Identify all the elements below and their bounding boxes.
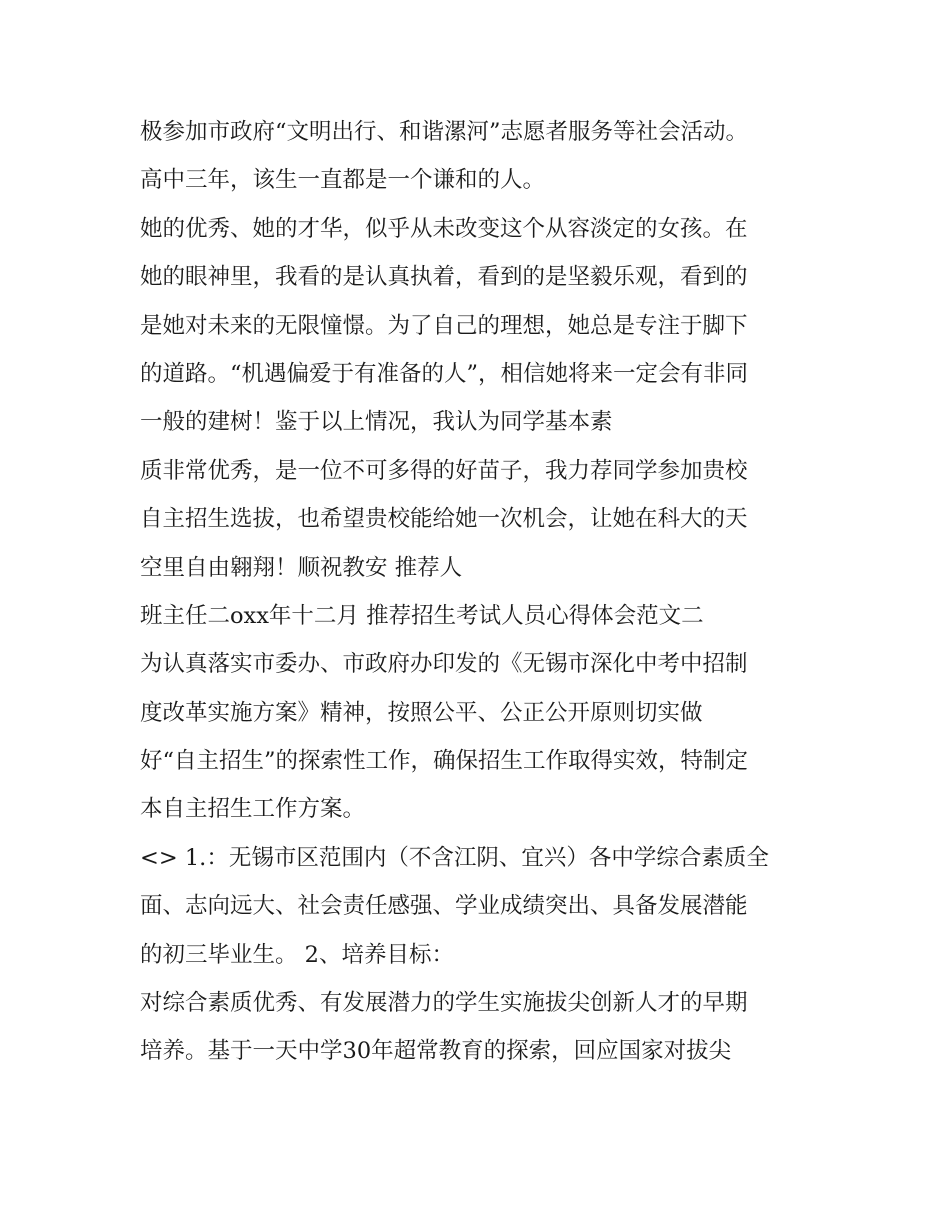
text-line: 她的优秀、她的才华，似乎从未改变这个从容淡定的女孩。在 — [140, 215, 748, 242]
text-line: 的初三毕业生。 2、培养目标： — [140, 941, 454, 968]
document-body — [140, 108, 830, 1076]
text-line: 自主招生选拔，也希望贵校能给她一次机会，让她在科大的天 — [140, 506, 748, 533]
text-line: 质非常优秀，是一位不可多得的好苗子，我力荐同学参加贵校 — [140, 457, 748, 484]
text-line: 她的眼神里，我看的是认真执着，看到的是坚毅乐观，看到的 — [140, 264, 748, 291]
text-line: <> 1.：无锡市区范围内（不含江阴、宜兴）各中学综合素质全 — [140, 844, 769, 871]
text-line: 为认真落实市委办、市政府办印发的《无锡市深化中考中招制 — [140, 651, 748, 678]
text-line: 度改革实施方案》精神，按照公平、公正公开原则切实做 — [140, 699, 703, 726]
text-line: 的道路。“机遇偏爱于有准备的人”，相信她将来一定会有非同 — [140, 360, 749, 387]
text-line: 面、志向远大、社会责任感强、学业成绩突出、具备发展潜能 — [140, 893, 748, 920]
text-line: 本自主招生工作方案。 — [140, 796, 366, 823]
text-line: 培养。基于一天中学30年超常教育的探索，回应国家对拔尖 — [140, 1038, 732, 1065]
text-line: 一般的建树！鉴于以上情况，我认为同学基本素 — [140, 409, 613, 436]
text-line: 班主任二oxx年十二月 推荐招生考试人员心得体会范文二 — [140, 602, 704, 629]
text-line: 极参加市政府“文明出行、和谐漯河”志愿者服务等社会活动。 — [140, 119, 749, 145]
text-line: 是她对未来的无限憧憬。为了自己的理想，她总是专注于脚下 — [140, 312, 748, 339]
text-line: 空里自由翱翔！顺祝教安 推荐人 — [140, 554, 463, 581]
text-line: 好“自主招生”的探索性工作，确保招生工作取得实效，特制定 — [140, 748, 749, 775]
text-line: 高中三年，该生一直都是一个谦和的人。 — [140, 167, 546, 194]
text-line: 对综合素质优秀、有发展潜力的学生实施拔尖创新人才的早期 — [140, 990, 748, 1017]
